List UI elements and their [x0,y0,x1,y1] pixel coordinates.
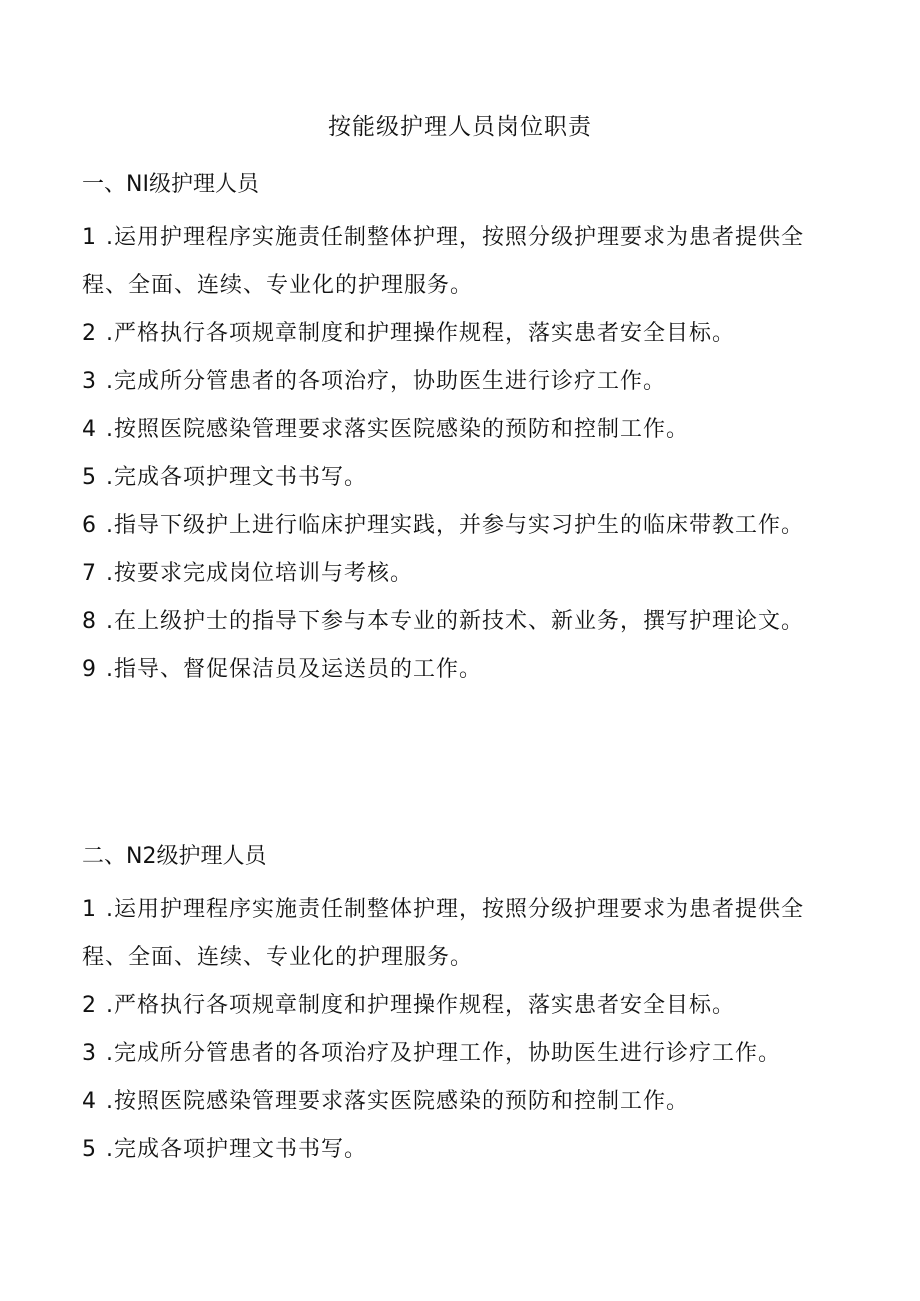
item-number: 5 [82,465,97,490]
item-number: 6 [82,513,97,538]
item-text: .在上级护士的指导下参与本专业的新技术、新业务，撰写护理论文。 [106,609,804,634]
list-item [82,214,842,310]
item-number: 3 [82,369,97,394]
section-heading: 一、NI级护理人员 [82,172,259,197]
item-text: .完成各项护理文书书写。 [106,465,367,490]
item-text: .严格执行各项规章制度和护理操作规程，落实患者安全目标。 [106,321,735,346]
item-number: 9 [82,657,97,682]
item-text: .运用护理程序实施责任制整体护理，按照分级护理要求为患者提供全程、全面、连续、专业化的护理服务。 [82,225,804,298]
item-text: .指导、督促保洁员及运送员的工作。 [106,657,482,682]
list-item [82,598,842,646]
list-item [82,1126,842,1174]
item-text: .指导下级护上进行临床护理实践，并参与实习护生的临床带教工作。 [106,513,804,538]
item-number: 2 [82,993,97,1018]
section-n2 [82,838,842,1174]
list-item [82,1030,842,1078]
item-number: 5 [82,1137,97,1162]
item-number: 2 [82,321,97,346]
item-number: 3 [82,1041,97,1066]
item-number: 7 [82,561,97,586]
list-item [82,454,842,502]
list-item [82,886,842,982]
item-number: 1 [82,225,97,250]
section-heading: 二、N2级护理人员 [82,844,267,869]
list-item [82,982,842,1030]
item-text: .完成所分管患者的各项治疗，协助医生进行诊疗工作。 [106,369,666,394]
item-text: .按照医院感染管理要求落实医院感染的预防和控制工作。 [106,417,689,442]
item-number: 1 [82,897,97,922]
item-number: 4 [82,1089,97,1114]
document-title: 按能级护理人员岗位职责 [328,114,592,140]
item-text: .按要求完成岗位培训与考核。 [106,561,413,586]
list-item [82,502,842,550]
list-item [82,406,842,454]
list-item [82,358,842,406]
item-number: 4 [82,417,97,442]
item-text: .运用护理程序实施责任制整体护理，按照分级护理要求为患者提供全程、全面、连续、专业化的护理服务。 [82,897,804,970]
list-item [82,310,842,358]
section-n1 [82,166,842,694]
list-item [82,550,842,598]
item-text: .完成所分管患者的各项治疗及护理工作，协助医生进行诊疗工作。 [106,1041,781,1066]
item-text: .按照医院感染管理要求落实医院感染的预防和控制工作。 [106,1089,689,1114]
item-text: .严格执行各项规章制度和护理操作规程，落实患者安全目标。 [106,993,735,1018]
item-text: .完成各项护理文书书写。 [106,1137,367,1162]
list-item [82,646,842,694]
list-item [82,1078,842,1126]
item-number: 8 [82,609,97,634]
